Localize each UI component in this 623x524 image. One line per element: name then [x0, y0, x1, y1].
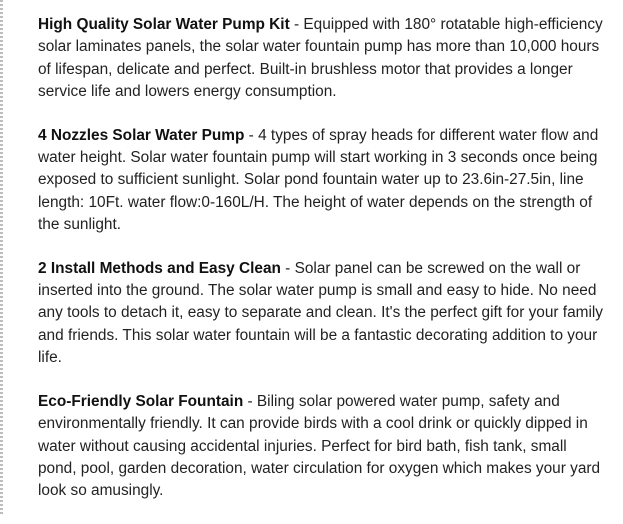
- feature-title: High Quality Solar Water Pump Kit: [38, 16, 290, 33]
- product-description: [38, 14, 604, 524]
- feature-body: 4 types of spray heads for different water flow and water height. Solar water fountain pump will start working in 3 seconds once being exposed to sufficient sunlight. Solar pond fountain water up to 23.6in-27.5in, line length: 10Ft. water flow:0-160L/H. The height of water depends on the strength of the sunlight.: [38, 126, 599, 234]
- feature-paragraph-eco-friendly: [38, 391, 604, 503]
- feature-body: Biling solar powered water pump, safety and environmentally friendly. It can provide birds with a cool drink or quickly dipped in water without causing accidental injuries. Perfect for bird bath, fish tank, small pond, pool, garden decoration, water circulation for oxygen which makes your yard look so amusingly.: [38, 392, 601, 500]
- dotted-left-border: [0, 0, 3, 516]
- title-separator: -: [244, 126, 259, 144]
- feature-paragraph-solar-pump-kit: [38, 14, 604, 104]
- title-separator: -: [243, 392, 257, 410]
- feature-paragraph-install-methods: [38, 258, 604, 370]
- feature-body: Solar panel can be screwed on the wall or inserted into the ground. The solar water pump is small and easy to hide. No need any tools to detach it, easy to separate and clean. It's the perfect gift for your family and friends. This solar water fountain will be a fantastic decorating addition to your life.: [38, 259, 603, 367]
- feature-body: Equipped with 180° rotatable high-efficiency solar laminates panels, the solar water fountain pump has more than 10,000 hours of lifespan, delicate and perfect. Built-in brushless motor that provides a longer service life and lowers energy consumption.: [38, 16, 603, 101]
- title-separator: -: [280, 259, 295, 277]
- feature-title: Eco-Friendly Solar Fountain: [38, 392, 244, 410]
- feature-paragraph-nozzles: [38, 125, 604, 237]
- title-separator: -: [289, 16, 304, 33]
- feature-title: 2 Install Methods and Easy Clean: [38, 259, 281, 277]
- feature-title: 4 Nozzles Solar Water Pump: [38, 126, 245, 144]
